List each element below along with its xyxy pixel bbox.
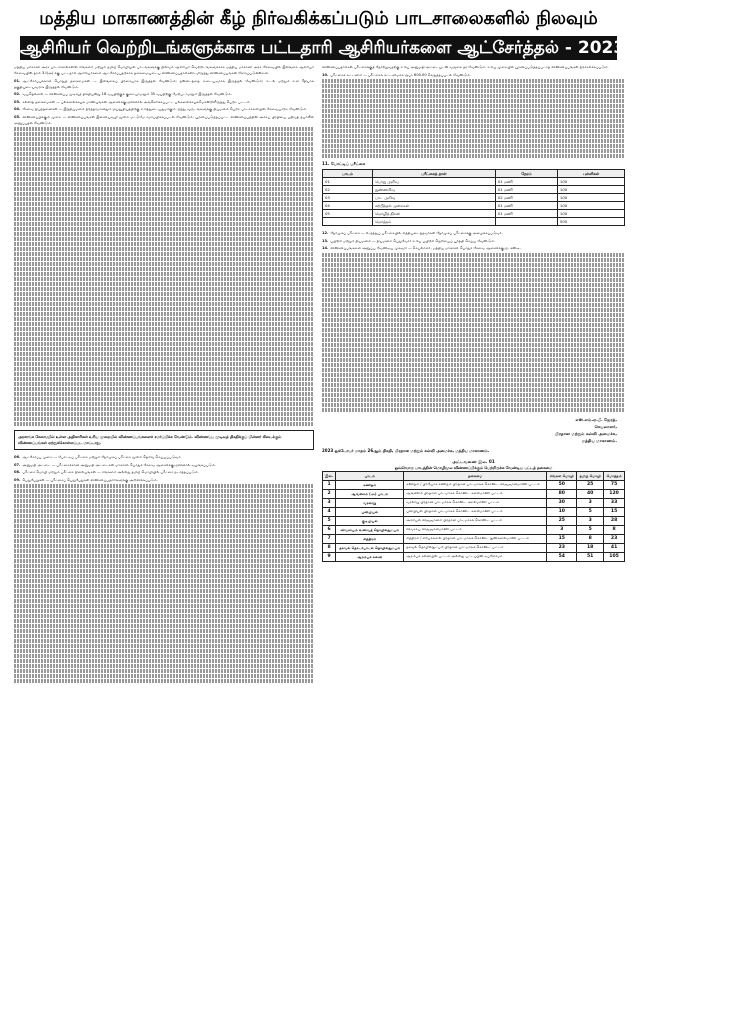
table-cell: விவசாயம் உணவுத் தொழில்நுட்பம் [336, 525, 404, 534]
table-cell: 8 [604, 525, 625, 534]
table-cell [323, 218, 373, 226]
exam-table [322, 169, 625, 226]
table-cell: தகவல் தொழில்நுட்பம் பிரதான பாடமாகக் கொண்ட பட்டம் [404, 543, 547, 552]
table-cell: அரசியல் விஞ்ஞானம் பிரதான பாடமாகக் கொண்ட பட்டம் [404, 516, 547, 525]
paragraph [322, 238, 625, 244]
table-header-cell: பாடம் [323, 170, 373, 178]
notice-box: அரசாங்க சேவையில் உள்ள அதிகாரிகள் உரிய முறையில் விண்ணப்பங்களைச் சமர்ப்பிக்க வேண்டும். விண்ணப்ப முடிவுத் திகதிக்குப் பின்னர் கிடைக்கும் விண்ணப்பங்கள் ஏற்றுக்கொள்ளப்பட மாட்டாது. [14, 430, 314, 450]
table-row [323, 507, 625, 516]
table-header-cell: தமிழ் மொழி [577, 471, 604, 480]
table-cell [495, 218, 557, 226]
right-sections [322, 64, 625, 78]
table-row [323, 498, 625, 507]
table-row [323, 489, 625, 498]
table-row [323, 552, 625, 561]
paragraph [14, 477, 314, 483]
table-cell: 01 மணி [495, 202, 557, 210]
section-number: 03. [14, 99, 21, 104]
section-number: 08. [14, 470, 21, 474]
paragraph [322, 245, 625, 251]
table-row [323, 178, 625, 186]
section-number: 14. [322, 246, 329, 250]
table-header-cell: பரீட்சைத் தாள் [372, 170, 495, 178]
table-cell: 15 [547, 534, 577, 543]
table-row [323, 210, 625, 218]
paragraph-text: ஆட்சேர்ப்பு முறை — போட்டிப் பரீட்சை மற்றும் நேர்முகப் பரீட்சை மூலம் தெரிவு செய்யப்படுவர். [22, 455, 182, 459]
table-cell: வரலாறு [336, 498, 404, 507]
right-sections-2 [322, 230, 625, 251]
table-cell: ஆரம்பக் கல்வி [336, 552, 404, 561]
paragraph [14, 64, 314, 76]
table-header-cell: நேரம் [495, 170, 557, 178]
table-cell: 1 [323, 480, 336, 489]
paragraph-text: பெறுபேறுகள் — பரீட்சைப் பெறுபேறுகள் விண்ணப்பதாரிகளுக்கு அறிவிக்கப்படும். [22, 477, 158, 482]
table-cell: 100 [557, 194, 624, 202]
paragraph [14, 469, 314, 475]
table-cell: பொது அறிவு [372, 178, 495, 186]
table-cell: 40 [577, 489, 604, 498]
table-cell: 9 [323, 552, 336, 561]
signature-title3: மத்திய மாகாணம். [581, 437, 617, 443]
table-cell: 01 [323, 178, 373, 186]
table-cell: 5 [577, 507, 604, 516]
table-cell: 15 [604, 507, 625, 516]
paragraph [322, 230, 625, 236]
table-cell: கற்பித்தல் முறைகள் [372, 202, 495, 210]
left-column [14, 64, 314, 1016]
table-cell: ஆங்கிலம் (அ) பாடம் [336, 489, 404, 498]
table-row [323, 516, 625, 525]
exam-table-caption: 11. போட்டிப் பரீட்சை [322, 161, 366, 166]
paragraph [14, 99, 314, 105]
table-cell: விவசாய விஞ்ஞானமாணி பட்டம் [404, 525, 547, 534]
table-cell: நுண்ணறிவு [372, 186, 495, 194]
section-number: 10. [322, 72, 329, 77]
table-cell: 25 [547, 516, 577, 525]
table-cell: புவியியல் பிரதான பாடமாகக் கொண்ட கலைமாணி பட்டம் [404, 507, 547, 516]
table-cell: 6 [323, 525, 336, 534]
table-cell: 02 மணி [495, 194, 557, 202]
table-cell: 23 [547, 543, 577, 552]
paragraph-text: விண்ணப்பங்களை அனுப்ப வேண்டிய முகவரி — செயலாளர், மத்திய மாகாண பொதுச் சேவை ஆணைக்குழு, கண்டி. [330, 246, 521, 250]
table-cell: 54 [547, 552, 577, 561]
paragraph-text: சேவை நிபந்தனைகள் — இந்நியமனம் நிரந்தரமானதும் ஓய்வூதியத்திற்கு உரித்துடையதுமாகும். ஐந்து வருடங்களுக்கு நியமனம் பெற்ற பாடசாலையில் சேவையாற்ற வேண்டும். [22, 107, 308, 111]
table-cell: 3 [577, 498, 604, 507]
table-cell: 04 [323, 202, 373, 210]
table-cell: 5 [577, 525, 604, 534]
table-cell: 120 [604, 489, 625, 498]
section-number: 09. [14, 477, 21, 482]
table-row [323, 218, 625, 226]
table-cell: தகவல் தொடர்பாடல் தொழில்நுட்பம் [336, 543, 404, 552]
table-cell: மொத்தம் [372, 218, 495, 226]
table-cell: சித்திரம் [336, 534, 404, 543]
paragraph [14, 106, 314, 112]
page-title-line2: ஆசிரியர் வெற்றிடங்களுக்காக பட்டதாரி ஆசிரியர்களை ஆட்சேர்த்தல் - 2023 (IIஆம் கட்டம்) [20, 38, 752, 58]
signature-title2: பிரதான மற்றும் கல்வி அமைச்சு, [555, 430, 617, 436]
table-row [323, 543, 625, 552]
vacancy-table-subcaption: ஒவ்வொரு பாடத்தின் மொழிமூல விண்ணப்பிக்கும் பெற்றிருக்க வேண்டிய பட்டத் தகைமை [394, 464, 553, 470]
issue-date: 2023 ஒக்டோபர் மாதம் 26ஆம் திகதி, பிரதான மற்றும் கல்வி அமைச்சு, மத்திய மாகாணம். [322, 447, 490, 453]
table-cell: 01 மணி [495, 178, 557, 186]
paragraph [14, 114, 314, 126]
table-cell: 51 [577, 552, 604, 561]
paragraph [14, 454, 314, 460]
table-cell: 8 [323, 543, 336, 552]
table-cell: 28 [604, 516, 625, 525]
section-number: 02. [14, 92, 21, 96]
table-cell: 02 [323, 186, 373, 194]
vacancy-table [322, 471, 625, 562]
signature-block [322, 416, 617, 444]
table-cell: 100 [557, 210, 624, 218]
paragraph-text: பரீட்சைக் கட்டணம் — பரீட்சைக் கட்டணமாக ரூபா 600.00 செலுத்தப்படல் வேண்டும். [330, 72, 472, 77]
section-number: 13. [322, 238, 329, 243]
table-cell: 23 [604, 534, 625, 543]
table-cell: 05 [323, 210, 373, 218]
signature-title1: செயலாளர், [594, 423, 617, 429]
table-cell: 2 [323, 489, 336, 498]
paragraph [14, 78, 314, 90]
table-header-cell: தகைமை [404, 471, 547, 480]
table-cell: 30 [547, 498, 577, 507]
table-row [323, 202, 625, 210]
paragraph-text: ஆட்சேர்ப்புக்கான பொதுத் தகைமைகள் — இலங்கைப் பிரசையாக இருத்தல் வேண்டும்; நன்னடத்தை உடையவராக இருத்தல் வேண்டும்; உடல் மற்றும் உள ரீதியாக தகுதியுடையவராக இருத்தல் வேண்டும். [14, 78, 314, 89]
table-header-cell: இல. [323, 471, 336, 480]
table-row [323, 186, 625, 194]
table-cell: 3 [323, 498, 336, 507]
section-number: 04. [14, 107, 21, 111]
section-number: 01. [14, 78, 21, 83]
table-cell: 4 [323, 507, 336, 516]
paragraph [14, 91, 314, 97]
signature-name: எஸ்.எம்.ஏ.பீ. ஜேரத், [575, 416, 617, 422]
table-cell: 500 [557, 218, 624, 226]
paragraph [14, 462, 314, 468]
paragraph-text: அனுமதி அட்டை — பரீட்சைக்கான அனுமதி அட்டைகள் மாகாண பொதுச் சேவை ஆணைக்குழுவினால் வழங்கப்படும். [22, 462, 216, 467]
vacancy-table-caption: அட்டவணை இல. 01 [452, 458, 495, 464]
table-cell: கணிதம் [336, 480, 404, 489]
table-cell: 75 [604, 480, 625, 489]
paragraph-text: வயதெல்லை — விண்ணப்ப முடிவுத் திகதியன்று 18 வயதிற்குக் குறையாமலும் 35 வயதிற்கு மேற்படாமலும் இருத்தல் வேண்டும். [22, 92, 232, 96]
table-header-cell: பாடம் [336, 471, 404, 480]
paragraph-text: கல்வித் தகைமைகள் — பல்கலைக்கழக மானியங்கள் ஆணைக்குழுவினால் அங்கீகரிக்கப்பட்ட பல்கலைக்கழகமொன்றிலிருந்து பெற்ற பட்டம். [22, 99, 251, 104]
paragraph-text: விண்ணப்பிக்கும் முறை — விண்ணப்பங்கள் இணையவழி மூலம் மட்டுமே சமர்ப்பிக்கப்படல் வேண்டும். பூரணப்படுத்தப்பட்ட விண்ணப்பத்தின் அச்சுப் பிரதியை பதிவுத் தபாலில் அனுப்புதல் வேண்டும். [14, 114, 314, 125]
section-number: 12. [322, 231, 329, 235]
table-cell: 50 [547, 480, 577, 489]
table-cell: 41 [604, 543, 625, 552]
section-number: 05. [14, 114, 21, 119]
table-cell: 3 [577, 516, 604, 525]
paragraph-text: விண்ணப்பதாரிகள் பரீட்சைக்குத் தோற்றுவதற்கு உரிய அனுமதி அட்டையுடன் வருகை தர வேண்டும். உரிய முறையில் பூரணப்படுத்தப்படாத விண்ணப்பங்கள் நிராகரிக்கப்படும். [322, 65, 609, 69]
paragraph-text: நேர்முகப் பரீட்சை — எழுத்துப் பரீட்சையில் சித்தியடைந்தவர்கள் நேர்முகப் பரீட்சைக்கு அழைக்கப்படுவர். [330, 231, 503, 235]
table-cell: 7 [323, 534, 336, 543]
table-row [323, 525, 625, 534]
table-cell: 105 [604, 552, 625, 561]
table-cell: 01 மணி [495, 210, 557, 218]
section-number: 06. [14, 455, 21, 459]
table-cell: 100 [557, 202, 624, 210]
paragraph-text: மத்திய மாகாண அரச பாடசாலைகளில் சிங்களம் மற்றும் தமிழ் மொழிமூல பாடங்களுக்கு நிலவும் ஆசிரியர் வெற்றிடங்களுக்காக மத்திய மாகாண அரச சேவையில் இலங்கை ஆசிரியர் சேவையின் தரம் 3-I(அ) க்கு பட்டதாரி ஆசிரியர்களை ஆட்சேர்ப்பதற்காக தகைமையுடைய விண்ணப்பதாரிகளிடமிருந்து விண்ணப்பங்கள் கோரப்படுகின்றன. [14, 65, 314, 75]
table-row [323, 480, 625, 489]
table-cell: குடியியல் [336, 516, 404, 525]
left-sections-2 [14, 454, 314, 483]
table-cell: வரலாறு பிரதான பாடமாகக் கொண்ட கலைமாணி பட்டம் [404, 498, 547, 507]
table-cell: ஆரம்பக் கல்வியில் பட்டம் அல்லது பட்டப்பின் டிப்ளோமா [404, 552, 547, 561]
table-row [323, 194, 625, 202]
table-cell: ஆங்கிலம் பிரதான பாடமாகக் கொண்ட கலைமாணி பட்டம் [404, 489, 547, 498]
table-cell: 3 [547, 525, 577, 534]
table-cell: புவியியல் [336, 507, 404, 516]
table-cell: 80 [547, 489, 577, 498]
paragraph-text: பரீட்சை மொழி மற்றும் பரீட்சை நிலையங்கள் — சிங்களம் அல்லது தமிழ் மொழியில் பரீட்சை நடாத்தப்படும். [22, 470, 199, 474]
paragraph [322, 64, 625, 70]
table-cell: 100 [557, 178, 624, 186]
paragraph [322, 72, 625, 78]
paragraph-text: பயிற்சி மற்றும் நியமனம் — நியமனம் பெறுவோர் உரிய பயிற்சி நெறியைப் பூர்த்தி செய்ய வேண்டும். [330, 238, 496, 243]
left-sections [14, 64, 314, 126]
table-cell: 03 [323, 194, 373, 202]
table-cell: 8 [577, 534, 604, 543]
table-header-cell: சிங்கள மொழி [547, 471, 577, 480]
right-column [322, 64, 625, 1016]
table-cell: கணிதம் / பிரயோக கணிதம் பிரதான பாடமாகக் கொண்ட விஞ்ஞானமாணி பட்டம் [404, 480, 547, 489]
table-cell: 18 [577, 543, 604, 552]
table-cell: மொழித் திறன் [372, 210, 495, 218]
table-header-cell: மொத்தம் [604, 471, 625, 480]
table-header-cell: புள்ளிகள் [557, 170, 624, 178]
section-number: 07. [14, 462, 21, 467]
table-cell: 25 [577, 480, 604, 489]
table-cell: 100 [557, 186, 624, 194]
table-cell: 01 மணி [495, 186, 557, 194]
table-cell: சித்திரம் / சிற்பக்கலை பிரதான பாடமாகக் கொண்ட நுண்கலைமாணி பட்டம் [404, 534, 547, 543]
table-cell: 10 [547, 507, 577, 516]
page-title-line1: மத்திய மாகாணத்தின் கீழ் நிர்வகிக்கப்படும் பாடசாலைகளில் நிலவும் [39, 8, 598, 29]
table-row [323, 534, 625, 543]
table-cell: பாட அறிவு [372, 194, 495, 202]
table-cell: 33 [604, 498, 625, 507]
table-cell: 5 [323, 516, 336, 525]
